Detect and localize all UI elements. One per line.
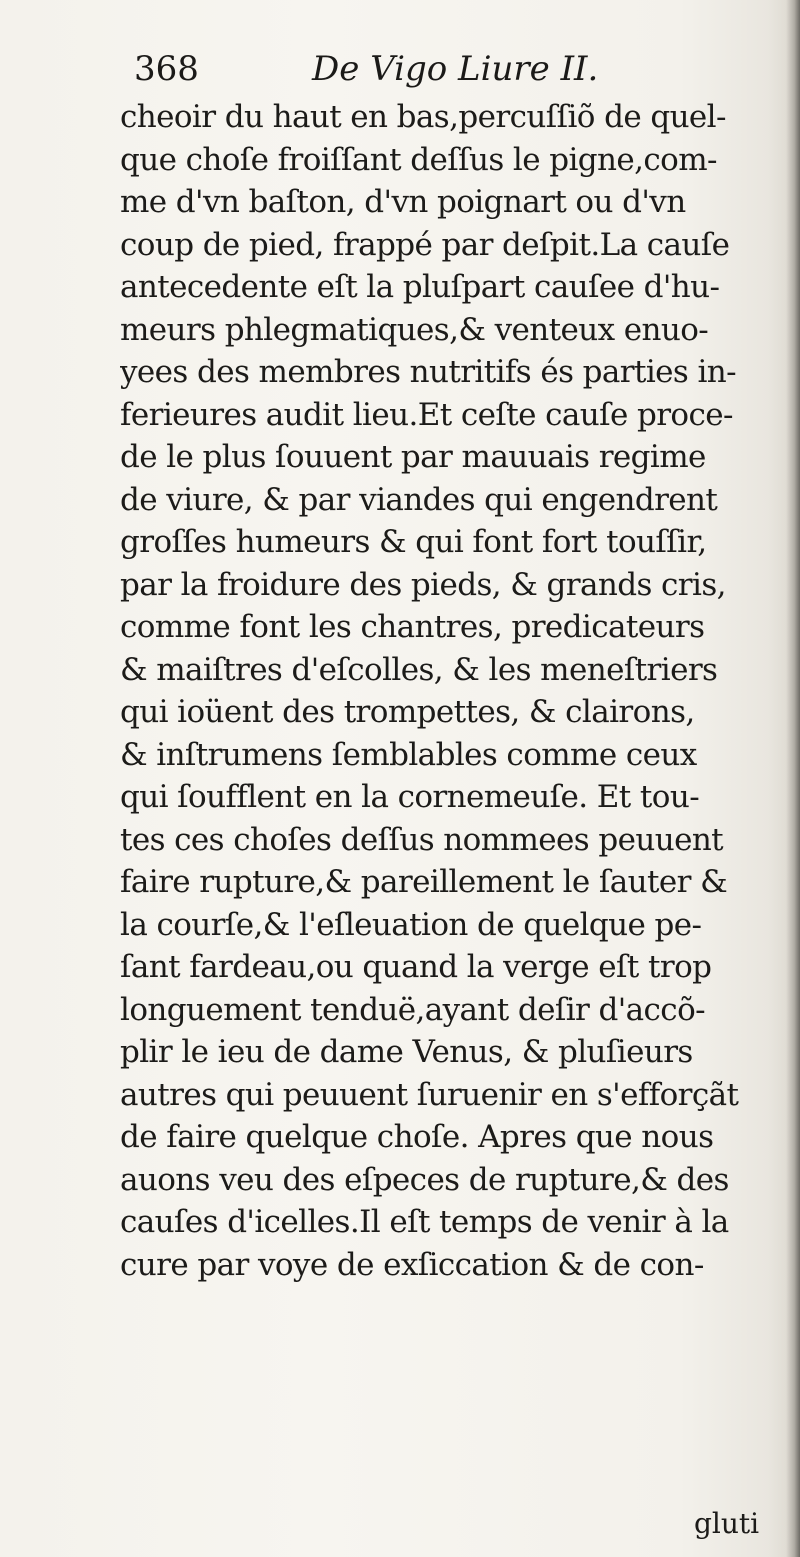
text-line: me d'vn baſton, d'vn poignart ou d'vn	[120, 184, 686, 220]
body-text	[120, 96, 780, 1286]
text-line: antecedente eſt la pluſpart cauſee d'hu-	[120, 269, 720, 305]
text-line: de viure, & par viandes qui engendrent	[120, 481, 718, 518]
text-line: la courſe,& l'eſleuation de quelque pe-	[120, 906, 702, 943]
text-line: de faire quelque choſe. Apres que nous	[120, 1119, 714, 1155]
catchword: gluti	[694, 1507, 760, 1540]
text-line: groſſes humeurs & qui font fort touſſir,	[120, 524, 707, 560]
text-line: ferieures audit lieu.Et ceſte cauſe proce-	[120, 396, 733, 433]
page-header	[134, 46, 694, 96]
text-line: que choſe froiſſant deſſus le pigne,com-	[120, 141, 717, 178]
text-line: yees des membres nutritifs és parties in-	[120, 354, 737, 390]
text-line: longuement tenduë,ayant deſir d'accõ-	[120, 991, 706, 1028]
text-line: de le plus ſouuent par mauuais regime	[120, 439, 706, 475]
text-line: & inſtrumens ſemblables comme ceux	[120, 736, 697, 773]
text-line: par la froidure des pieds, & grands cris,	[120, 566, 726, 603]
text-line: comme font les chantres, predicateurs	[120, 609, 705, 645]
text-line: cheoir du haut en bas,percuſſiõ de quel-	[120, 99, 726, 135]
page-edge-shadow	[786, 0, 800, 1557]
text-line: plir le ieu de dame Venus, & pluſieurs	[120, 1034, 693, 1070]
text-line: autres qui peuuent ſuruenir en s'efforçãt	[120, 1076, 739, 1113]
text-line: qui ſoufflent en la cornemeuſe. Et tou-	[120, 779, 700, 815]
text-line: faire rupture,& pareillement le ſauter &	[120, 864, 728, 900]
text-line: auons veu des eſpeces de rupture,& des	[120, 1161, 729, 1198]
page-number: 368	[134, 49, 199, 89]
text-line: meurs phlegmatiques,& venteux enuo-	[120, 311, 709, 348]
text-line: coup de pied, frappé par deſpit.La cauſe	[120, 226, 730, 263]
text-line: qui ioüent des trompettes, & clairons,	[120, 694, 695, 730]
text-line: tes ces choſes deſſus nommees peuuent	[120, 821, 724, 858]
text-line: ſant fardeau,ou quand la verge eſt trop	[120, 949, 712, 985]
text-line: cure par voye de exſiccation & de con-	[120, 1246, 704, 1283]
running-title: De Vigo Liure II.	[312, 49, 599, 89]
text-line: & maiſtres d'eſcolles, & les meneſtriers	[120, 651, 718, 688]
text-line: cauſes d'icelles.Il eſt temps de venir à la	[120, 1204, 729, 1240]
